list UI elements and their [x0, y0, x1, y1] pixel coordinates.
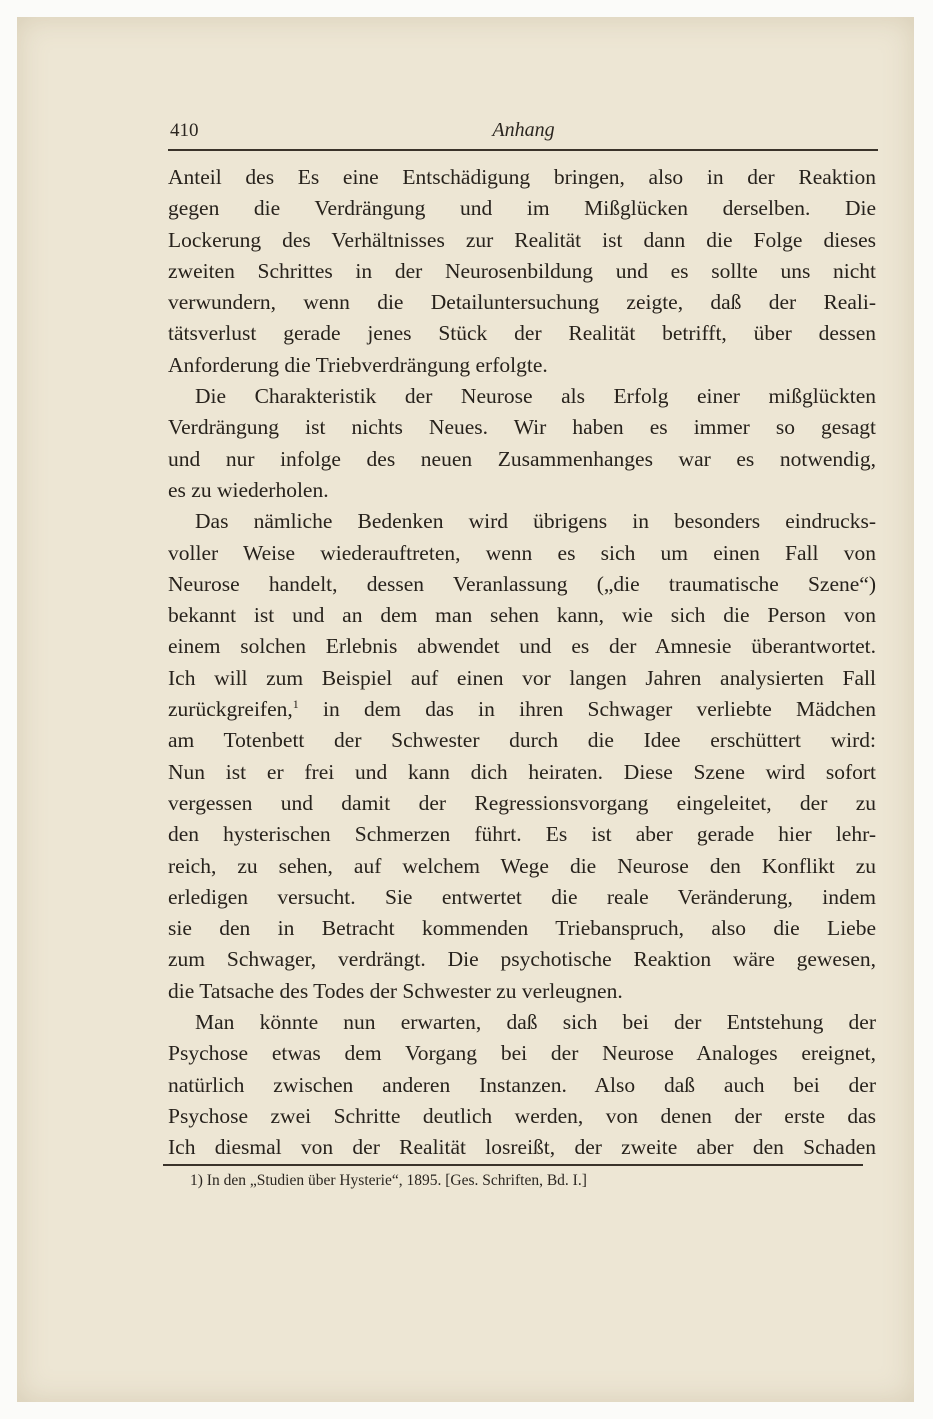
text-line: es zu wiederholen. [168, 477, 329, 502]
text-line: bekannt ist und an dem man sehen kann, wie sich die Person von [168, 603, 876, 628]
text-line: Man könnte nun erwarten, daß sich bei der Entstehung der [195, 1010, 876, 1035]
text-line: Psychose zwei Schritte deutlich werden, von denen der erste das [168, 1103, 876, 1128]
running-title: Anhang [492, 119, 555, 141]
footnote: 1) In den „Studien über Hysterie“, 1895. [Ges. Schriften, Bd. I.] [190, 1172, 587, 1189]
text-line: und nur infolge des neuen Zusammenhanges war es notwendig, [168, 446, 876, 471]
body-text [168, 162, 876, 1164]
text-line: verwundern, wenn die Detailuntersuchung zeigte, daß der Reali- [168, 290, 876, 315]
text-line: Psychose etwas dem Vorgang bei der Neurose Analoges ereignet, [168, 1041, 876, 1066]
text-span: in dem das in ihren Schwager verliebte Mädchen [323, 697, 876, 722]
header-rule [168, 149, 878, 151]
footnote-rule [163, 1164, 863, 1166]
text-line: Anforderung die Triebverdrängung erfolgte. [168, 352, 548, 377]
text-line: voller Weise wiederauftreten, wenn es sich um einen Fall von [168, 540, 876, 565]
text-line: gegen die Verdrängung und im Mißglücken derselben. Die [168, 196, 876, 221]
text-line: Das nämliche Bedenken wird übrigens in besonders eindrucks- [195, 509, 876, 534]
text-line: Die Charakteristik der Neurose als Erfolg einer mißglückten [195, 384, 876, 409]
text-line: reich, zu sehen, auf welchem Wege die Neurose den Konflikt zu [168, 853, 876, 878]
text-line: Neurose handelt, dessen Veranlassung („die traumatische Szene“) [168, 571, 876, 596]
text-line: erledigen versucht. Sie entwertet die reale Veränderung, indem [168, 884, 876, 909]
text-line: Nun ist er frei und kann dich heiraten. Diese Szene wird sofort [168, 759, 876, 784]
footnote-marker: 1 [292, 696, 299, 711]
text-span: zurückgreifen, [168, 697, 293, 722]
text-line: zweiten Schrittes in der Neurosenbildung und es sollte uns nicht [168, 258, 876, 283]
text-line: am Totenbett der Schwester durch die Idee erschüttert wird: [168, 728, 876, 753]
text-line: den hysterischen Schmerzen führt. Es ist aber gerade hier lehr- [168, 822, 876, 847]
text-line [168, 694, 876, 725]
text-line: Lockerung des Verhältnisses zur Realität ist dann die Folge dieses [168, 227, 876, 252]
running-header [170, 118, 877, 148]
text-line: vergessen und damit der Regressionsvorgang eingeleitet, der zu [168, 790, 876, 815]
text-line: sie den in Betracht kommenden Triebanspruch, also die Liebe [168, 916, 876, 941]
text-line: zum Schwager, verdrängt. Die psychotische Reaktion wäre gewesen, [168, 947, 876, 972]
text-line: Ich will zum Beispiel auf einen vor langen Jahren analysierten Fall [168, 665, 876, 690]
text-line: tätsverlust gerade jenes Stück der Realität betrifft, über dessen [168, 321, 876, 346]
page-number: 410 [170, 120, 199, 141]
text-line: Verdrängung ist nichts Neues. Wir haben es immer so gesagt [168, 415, 876, 440]
text-line: natürlich zwischen anderen Instanzen. Also daß auch bei der [168, 1072, 876, 1097]
text-line: einem solchen Erlebnis abwendet und es der Amnesie überantwortet. [168, 634, 876, 659]
text-line: Anteil des Es eine Entschädigung bringen, also in der Reaktion [168, 165, 876, 189]
text-line: die Tatsache des Todes der Schwester zu verleugnen. [168, 978, 623, 1003]
text-line: Ich diesmal von der Realität losreißt, der zweite aber den Schaden [168, 1135, 876, 1160]
